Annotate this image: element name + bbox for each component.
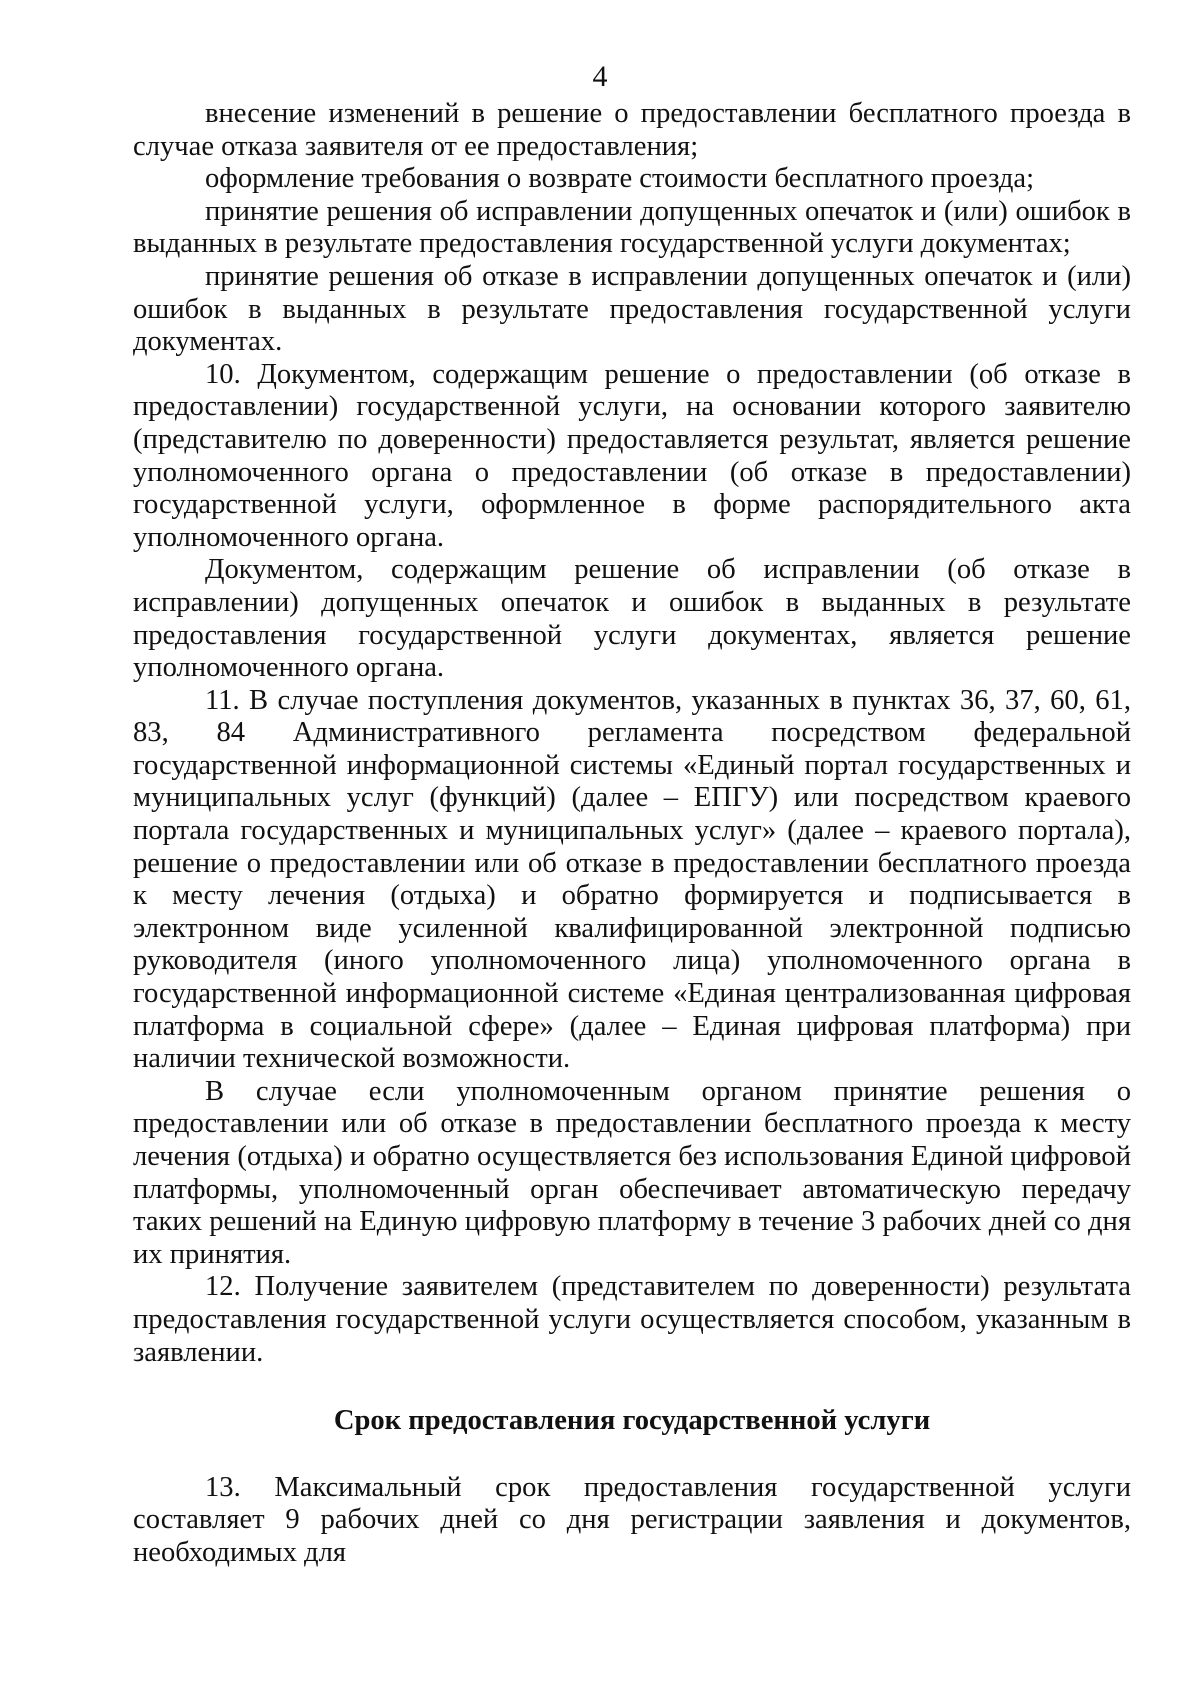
paragraph-item-10: 10. Документом, содержащим решение о предоставлении (об отказе в предоставлении) государственной услуги, на основании которого заявителю (представителю по доверенности) предоставляется результат, является решение уполномоченного органа о предоставлении (об отказе в предоставлении) государственной услуги, оформленное в форме распорядительного акта уполномоченного органа.	[133, 358, 1131, 553]
paragraph: В случае если уполномоченным органом принятие решения о предоставлении или об отказе в предоставлении бесплатного проезда к месту лечения (отдыха) и обратно осуществляется без использования Единой цифровой платформы, уполномоченный орган обеспечивает автоматическую передачу таких решений на Единую цифровую платформу в течение 3 рабочих дней со дня их принятия.	[133, 1075, 1131, 1270]
document-body	[133, 98, 1131, 1570]
paragraph: оформление требования о возврате стоимости бесплатного проезда;	[205, 163, 1035, 195]
paragraph-item-11: 11. В случае поступления документов, указанных в пунктах 36, 37, 60, 61, 83, 84 Административного регламента посредством федеральной государственной информационной системы «Единый портал государственных и муниципальных услуг (функций) (далее – ЕПГУ) или посредством краевого портала государственных и муниципальных услуг» (далее – краевого портала), решение о предоставлении или об отказе в предоставлении бесплатного проезда к месту лечения (отдыха) и обратно формируется и подписывается в электронном виде усиленной квалифицированной электронной подписью руководителя (иного уполномоченного лица) уполномоченного органа в государственной информационной системе «Единая централизованная цифровая платформа в социальной сфере» (далее – Единая цифровая платформа) при наличии технической возможности.	[133, 684, 1131, 1075]
paragraph: Документом, содержащим решение об исправлении (об отказе в исправлении) допущенных опечаток и ошибок в выданных в результате предоставления государственной услуги документах, является решение уполномоченного органа.	[133, 554, 1131, 684]
paragraph: принятие решения об исправлении допущенных опечаток и (или) ошибок в выданных в результате предоставления государственной услуги документах;	[133, 195, 1131, 260]
paragraph-item-12: 12. Получение заявителем (представителем по доверенности) результата предоставления государственной услуги осуществляется способом, указанным в заявлении.	[133, 1271, 1131, 1368]
paragraph: внесение изменений в решение о предоставлении бесплатного проезда в случае отказа заявителя от ее предоставления;	[133, 98, 1131, 162]
paragraph-item-13: 13. Максимальный срок предоставления государственной услуги составляет 9 рабочих дней со дня регистрации заявления и документов, необходимых для	[133, 1471, 1131, 1568]
page-number: 4	[592, 60, 608, 93]
paragraph: принятие решения об отказе в исправлении допущенных опечаток и (или) ошибок в выданных в результате предоставления государственной услуги документах.	[133, 260, 1131, 358]
section-heading: Срок предоставления государственной услуги	[333, 1405, 931, 1437]
